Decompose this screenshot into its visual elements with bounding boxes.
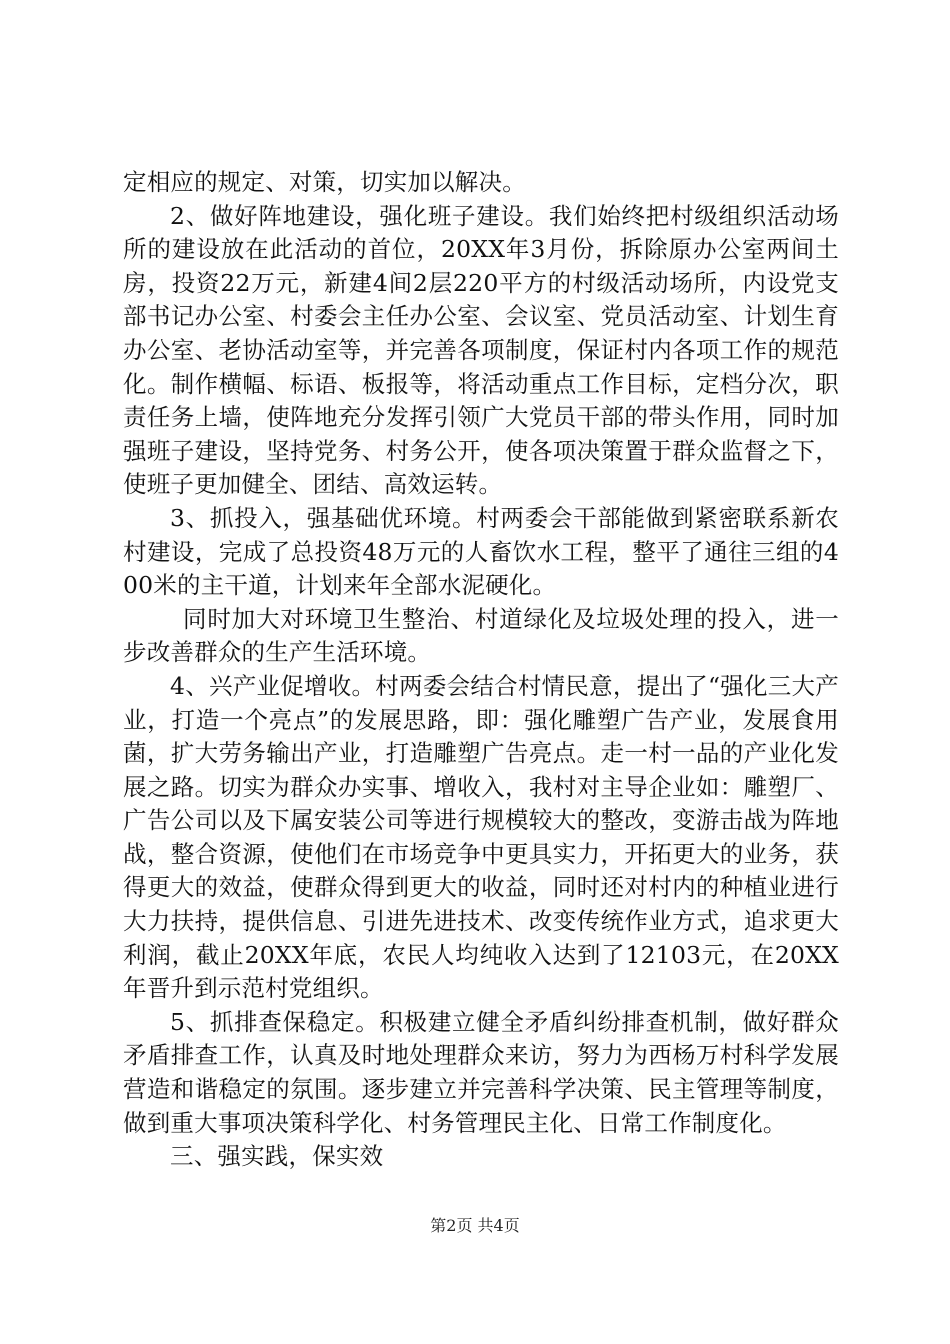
page-number-footer: 第2页 共4页 xyxy=(430,1216,520,1235)
paragraph-position-building: 2、做好阵地建设，强化班子建设。我们始终把村级组织活动场所的建设放在此活动的首位，20XX年3月份，拆除原办公室两间土房，投资22万元，新建4间2层220平方的村级活动场所，内设党支部书记办公室、村委会主任办公室、会议室、党员活动室、计划生育办公室、老协活动室等，并完善各项制度，保证村内各项工作的规范化。制作横幅、标语、板报等，将活动重点工作目标，定档分次，职责任务上墙，使阵地充分发挥引领广大党员干部的带头作用，同时加强班子建设，坚持党务、村务公开，使各项决策置于群众监督之下，使班子更加健全、团结、高效运转。 xyxy=(123,201,839,499)
section-heading: 三、强实践，保实效 xyxy=(170,1142,384,1171)
document-body xyxy=(123,166,839,1174)
paragraph-industry: 4、兴产业促增收。村两委会结合村情民意，提出了“强化三大产业，打造一个亮点”的发展思路，即：强化雕塑广告产业，发展食用菌，扩大劳务输出产业，打造雕塑广告亮点。走一村一品的产业化发展之路。切实为群众办实事、增收入，我村对主导企业如：雕塑厂、广告公司以及下属安装公司等进行规模较大的整改，变游击战为阵地战，整合资源，使他们在市场竞争中更具实力，开拓更大的业务，获得更大的效益，使群众得到更大的收益，同时还对村内的种植业进行大力扶持，提供信息、引进先进技术、改变传统作业方式，追求更大利润，截止20XX年底，农民人均纯收入达到了12103元，在20XX年晋升到示范村党组织。 xyxy=(123,671,839,1003)
paragraph-environment: 同时加大对环境卫生整治、村道绿化及垃圾处理的投入，进一步改善群众的生产生活环境。 xyxy=(123,604,839,667)
paragraph-investment: 3、抓投入，强基础优环境。村两委会干部能做到紧密联系新农村建设，完成了总投资48万元的人畜饮水工程，整平了通往三组的400米的主干道，计划来年全部水泥硬化。 xyxy=(123,503,839,600)
paragraph-stability: 5、抓排查保稳定。积极建立健全矛盾纠纷排查机制，做好群众矛盾排查工作，认真及时地处理群众来访，努力为西杨万村科学发展营造和谐稳定的氛围。逐步建立并完善科学决策、民主管理等制度，做到重大事项决策科学化、村务管理民主化、日常工作制度化。 xyxy=(123,1007,839,1137)
paragraph-continued: 定相应的规定、对策，切实加以解决。 xyxy=(123,168,526,196)
